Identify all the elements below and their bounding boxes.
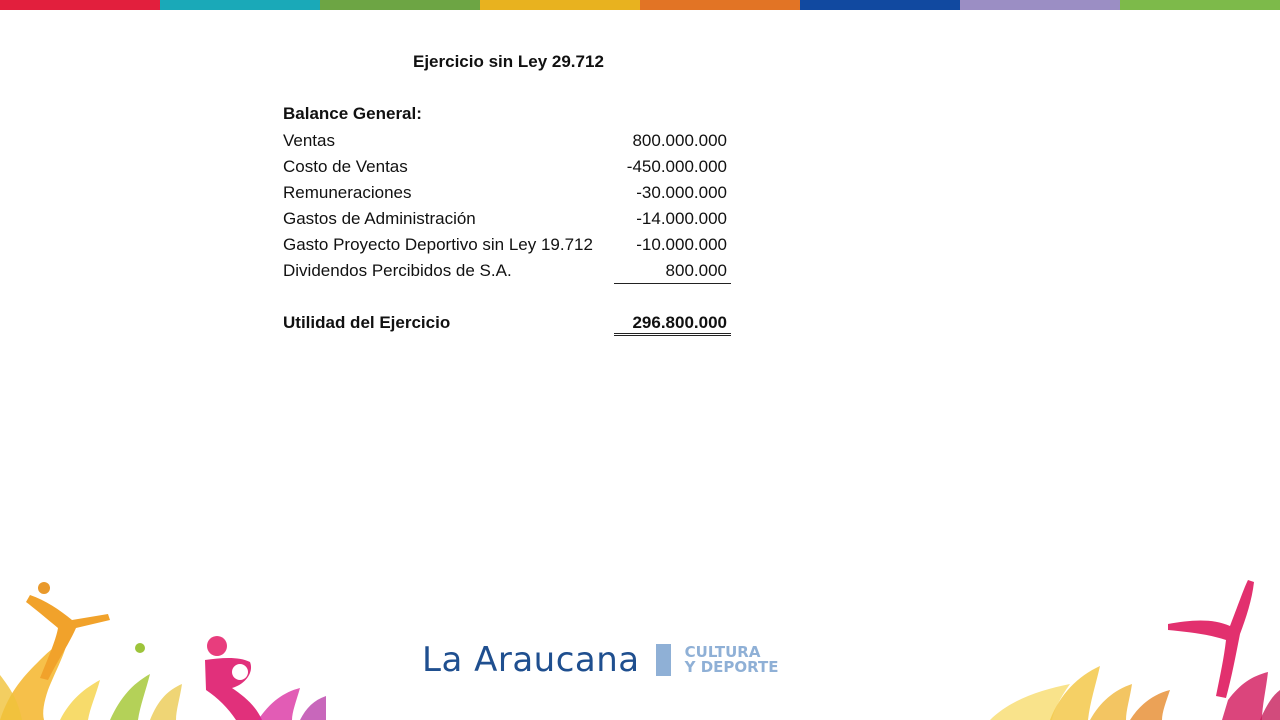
left-splash-decoration-icon xyxy=(0,580,330,720)
stripe-red xyxy=(0,0,160,10)
row-label: Dividendos Percibidos de S.A. xyxy=(283,261,512,280)
stripe-teal xyxy=(160,0,320,10)
stripe-yellow xyxy=(480,0,640,10)
logo-divider-bar xyxy=(656,644,671,676)
brand-logo xyxy=(422,640,779,680)
row-value: -14.000.000 xyxy=(636,209,727,228)
row-value: -450.000.000 xyxy=(626,157,727,176)
section-heading: Balance General: xyxy=(283,104,422,123)
row-value: 800.000.000 xyxy=(632,131,727,150)
stripe-blue xyxy=(800,0,960,10)
table-row xyxy=(283,154,731,180)
row-value: -10.000.000 xyxy=(636,235,727,254)
balance-table xyxy=(283,128,731,336)
logo-subtitle-line2: Y DEPORTE xyxy=(684,658,779,676)
stripe-green xyxy=(320,0,480,10)
row-label: Remuneraciones xyxy=(283,183,412,202)
right-splash-decoration-icon xyxy=(990,580,1280,720)
logo-subtitle-line1: CULTURA xyxy=(684,643,761,661)
table-row xyxy=(283,180,731,206)
total-value: 296.800.000 xyxy=(614,310,731,336)
stripe-lime xyxy=(1120,0,1280,10)
total-label: Utilidad del Ejercicio xyxy=(283,313,451,332)
stripe-orange xyxy=(640,0,800,10)
row-label: Ventas xyxy=(283,131,335,150)
table-row xyxy=(283,232,731,258)
table-row xyxy=(283,206,731,232)
total-row xyxy=(283,310,731,336)
stripe-lavender xyxy=(960,0,1120,10)
logo-wordmark: La Araucana xyxy=(422,640,640,680)
document-title: Ejercicio sin Ley 29.712 xyxy=(413,52,604,71)
table-row xyxy=(283,128,731,154)
row-label: Gastos de Administración xyxy=(283,209,476,228)
row-value: -30.000.000 xyxy=(636,183,727,202)
top-color-stripe xyxy=(0,0,1280,10)
row-spacer xyxy=(283,284,731,310)
table-row xyxy=(283,258,731,284)
row-label: Gasto Proyecto Deportivo sin Ley 19.712 xyxy=(283,235,593,254)
logo-subtitle xyxy=(685,645,779,675)
row-value: 800.000 xyxy=(614,258,731,284)
row-label: Costo de Ventas xyxy=(283,157,408,176)
